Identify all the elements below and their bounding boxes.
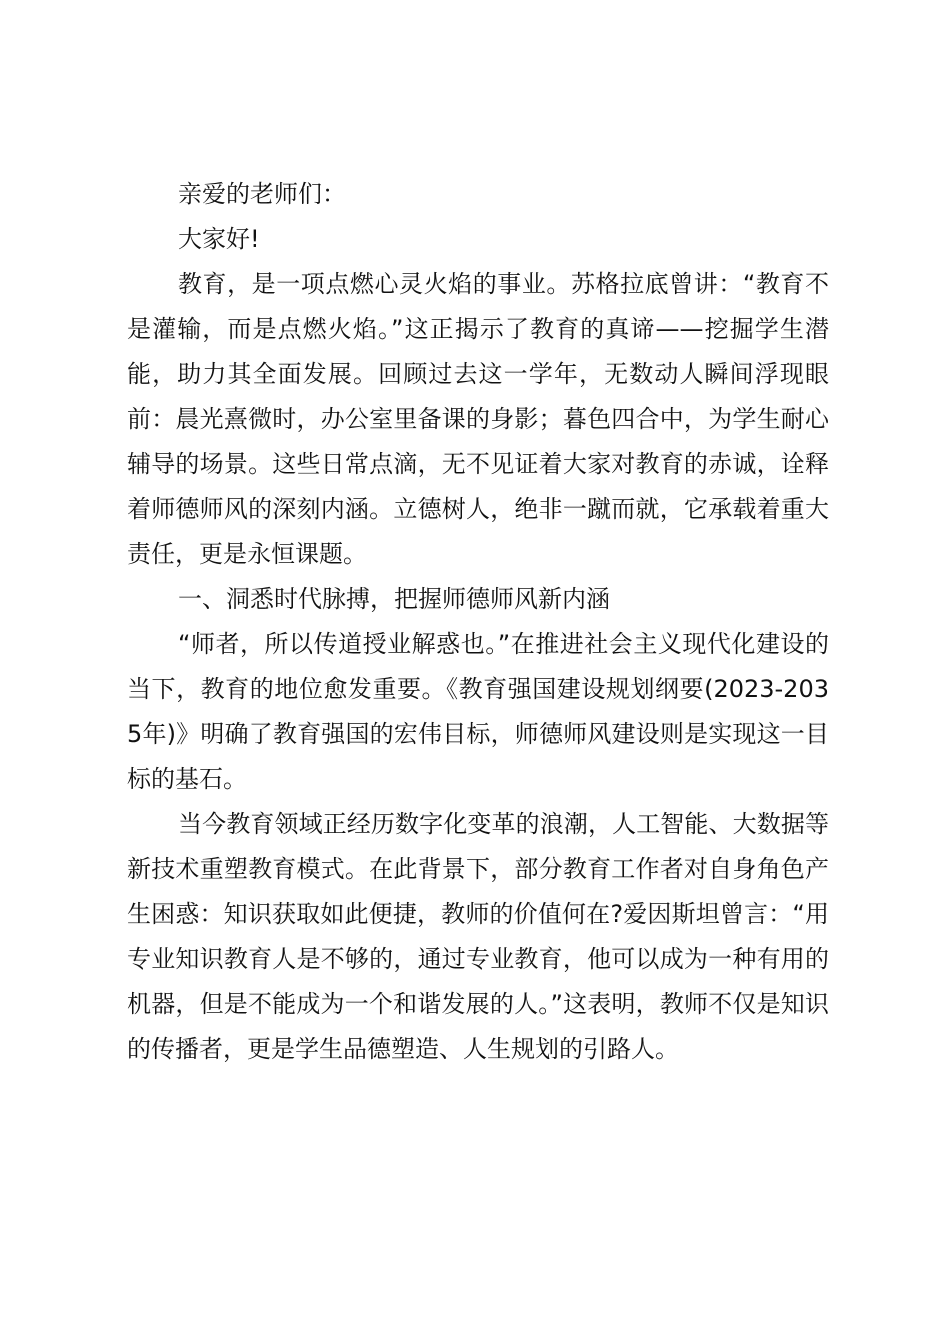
salutation: 亲爱的老师们： <box>178 180 346 208</box>
section-paragraph-1: “师者，所以传道授业解惑也。”在推进社会主义现代化建设的当下，教育的地位愈发重要。《教育强国建设规划纲要(2023-2035年)》明确了教育强国的宏伟目标，师德师风建设则是实现这一目标的基石。 <box>127 630 829 793</box>
section-paragraph-2: 当今教育领域正经历数字化变革的浪潮，人工智能、大数据等新技术重塑教育模式。在此背景下，部分教育工作者对自身角色产生困惑：知识获取如此便捷，教师的价值何在?爱因斯坦曾言：“用专业知识教育人是不够的，通过专业教育，他可以成为一种有用的机器，但是不能成为一个和谐发展的人。”这表明，教师不仅是知识的传播者，更是学生品德塑造、人生规划的引路人。 <box>127 810 829 1063</box>
greeting: 大家好! <box>178 225 260 253</box>
intro-paragraph: 教育，是一项点燃心灵火焰的事业。苏格拉底曾讲：“教育不是灌输，而是点燃火焰。”这正揭示了教育的真谛——挖掘学生潜能，助力其全面发展。回顾过去这一学年，无数动人瞬间浮现眼前：晨光熹微时，办公室里备课的身影；暮色四合中，为学生耐心辅导的场景。这些日常点滴，无不见证着大家对教育的赤诚，诠释着师德师风的深刻内涵。立德树人，绝非一蹴而就，它承载着重大责任，更是永恒课题。 <box>127 270 829 568</box>
section-heading: 一、洞悉时代脉搏，把握师德师风新内涵 <box>178 585 610 613</box>
document-body <box>127 172 829 1072</box>
